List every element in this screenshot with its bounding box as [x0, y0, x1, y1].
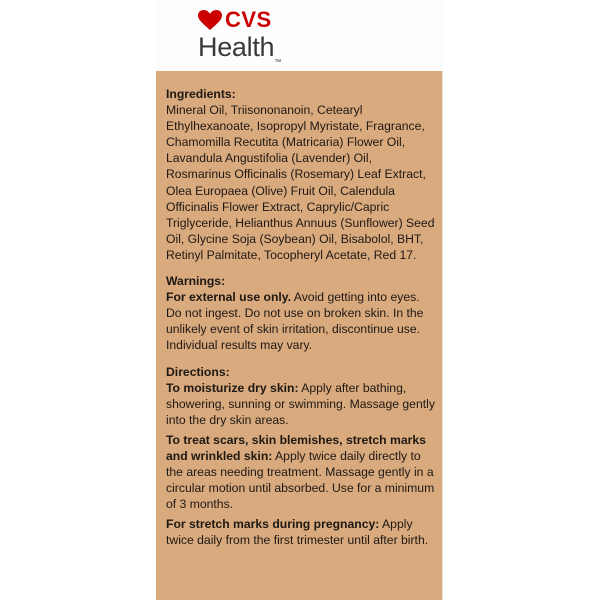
brand-name-health: Health — [198, 32, 275, 62]
ingredients-text: Mineral Oil, Triisononanoin, Cetearyl Ethylhexanoate, Isopropyl Myristate, Fragrance, Chamomilla Recutita (Matricaria) Flower Oil, Lavandula Angustifolia (Lavender) Oil, Rosmarinus Officinalis (Rosemary) Leaf Extract, Olea Europaea (Olive) Fruit Oil, Calendula Officinalis Flower Extract, Caprylic/Capric Triglyceride, Helianthus Annuus (Sunflower) Seed Oil, Glycine Soja (Soybean) Oil, Bisabolol, BHT, Retinyl Palmitate, Tocopheryl Acetate, Red 17. — [166, 103, 435, 262]
direction-item — [166, 432, 436, 512]
ingredients-section — [166, 86, 436, 263]
warnings-bold-lead: For external use only. — [166, 290, 292, 305]
warnings-text — [166, 289, 436, 353]
brand-name-cvs: CVS — [225, 7, 272, 32]
direction-body: Apply twice daily directly to the areas needing treatment. Massage gently in a circular motion until absorbed. Use for a minimum of 3 months. — [166, 448, 435, 512]
directions-heading: Directions: — [166, 364, 230, 379]
brand-header — [156, 0, 443, 71]
trademark-symbol: ™ — [274, 59, 281, 66]
ingredients-heading: Ingredients: — [166, 87, 236, 101]
heart-icon — [198, 10, 222, 31]
warnings-heading: Warnings: — [166, 274, 226, 289]
label-content — [166, 86, 436, 559]
direction-body: Apply after bathing, showering, sunning or swimming. Massage gently into the dry skin areas. — [166, 380, 435, 427]
directions-section — [166, 364, 436, 549]
product-box-panel — [156, 0, 443, 600]
cvs-health-logo — [198, 7, 318, 67]
direction-body: Apply twice daily from the first trimester until after birth. — [166, 517, 429, 548]
direction-bold-lead: To moisturize dry skin: — [166, 380, 299, 395]
direction-bold-lead: For stretch marks during pregnancy: — [166, 517, 380, 532]
warnings-body: Avoid getting into eyes. Do not ingest. Do not use on broken skin. In the unlikely event of skin irritation, discontinue use. Individual results may vary. — [166, 290, 424, 353]
warnings-section — [166, 273, 436, 353]
direction-item — [166, 516, 436, 548]
direction-bold-lead: To treat scars, skin blemishes, stretch marks and wrinkled skin: — [166, 432, 426, 463]
direction-item — [166, 380, 436, 428]
